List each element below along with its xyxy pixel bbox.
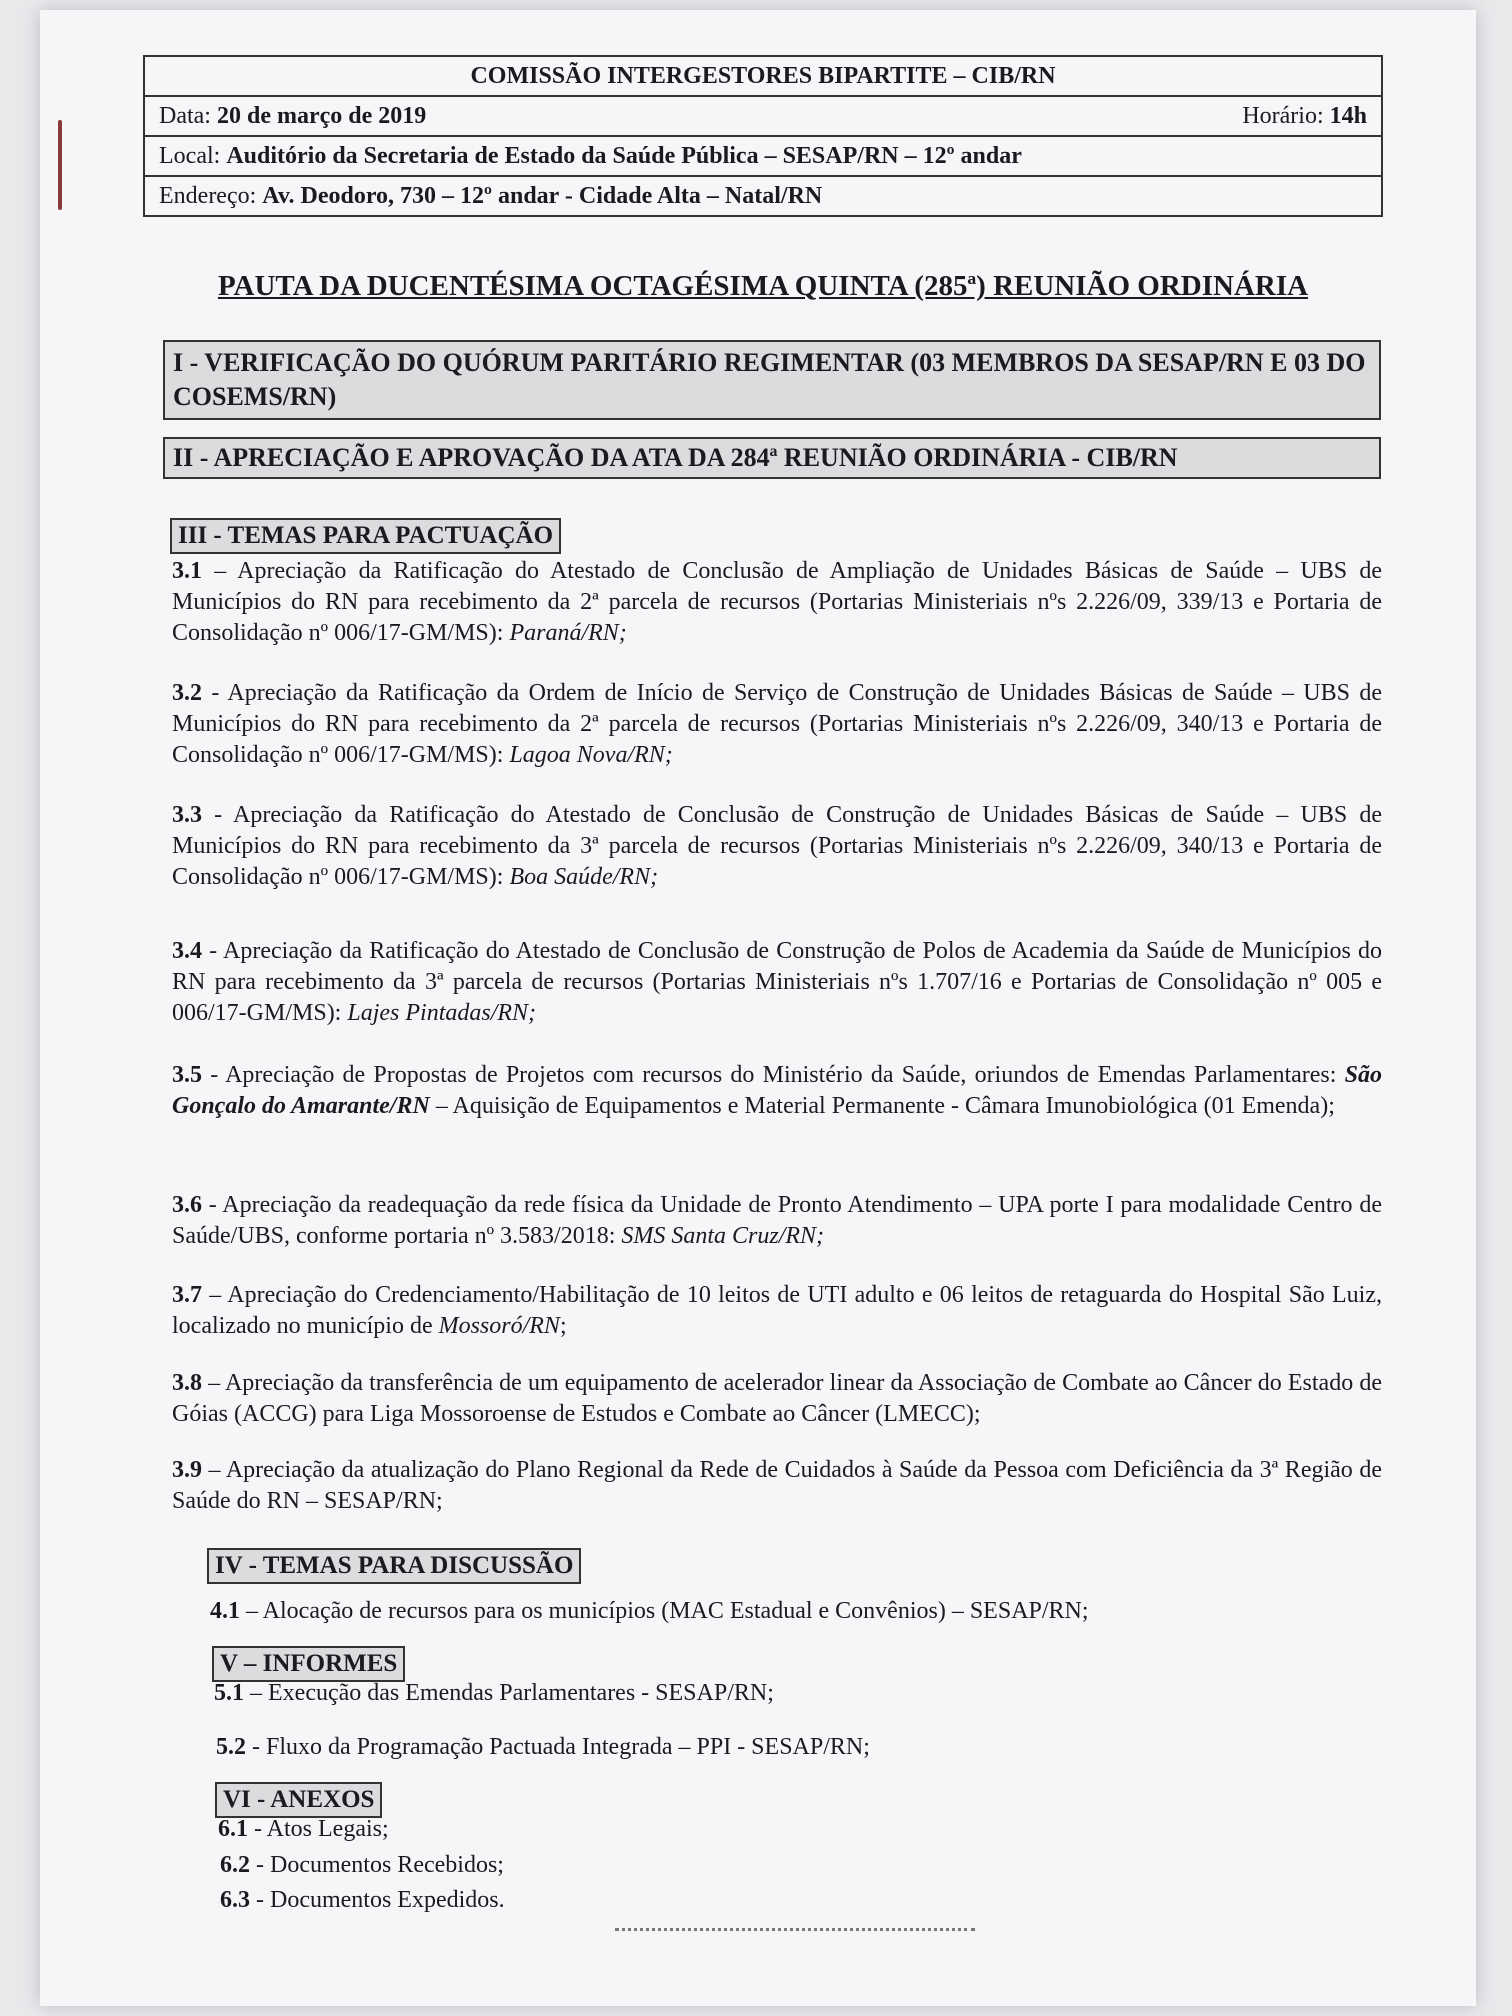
agenda-item-3-1: 3.1 – Apreciação da Ratificação do Atestado de Conclusão de Ampliação de Unidades Básicas de Saúde – UBS de Municípios do RN para recebimento da 2ª parcela de recursos (Portarias Ministeriais nºs 2.226/09, 339/13 e Portaria de Consolidação nº 006/17-GM/MS): Paraná/RN; bbox=[172, 558, 1382, 646]
agenda-item-4-1: 4.1 – Alocação de recursos para os municípios (MAC Estadual e Convênios) – SESAP/RN; bbox=[210, 1598, 1089, 1624]
margin-pen-mark bbox=[58, 120, 62, 210]
agenda-item-6-2: 6.2 - Documentos Recebidos; bbox=[220, 1852, 504, 1878]
agenda-item-3-7: 3.7 – Apreciação do Credenciamento/Habilitação de 10 leitos de UTI adulto e 06 leitos de retaguarda do Hospital São Luiz, localizado no município de Mossoró/RN; bbox=[172, 1282, 1382, 1339]
header-title: COMISSÃO INTERGESTORES BIPARTITE – CIB/RN bbox=[144, 56, 1382, 96]
agenda-item-3-3: 3.3 - Apreciação da Ratificação do Atestado de Conclusão de Construção de Unidades Básicas de Saúde – UBS de Municípios do RN para recebimento da 3ª parcela de recursos (Portarias Ministeriais nºs 2.226/09, 340/13 e Portaria de Consolidação nº 006/17-GM/MS): Boa Saúde/RN; bbox=[172, 802, 1382, 890]
agenda-item-3-2: 3.2 - Apreciação da Ratificação da Ordem de Início de Serviço de Construção de Unidades Básicas de Saúde – UBS de Municípios do RN para recebimento da 2ª parcela de recursos (Portarias Ministeriais nºs 2.226/09, 340/13 e Portaria de Consolidação nº 006/17-GM/MS): Lagoa Nova/RN; bbox=[172, 680, 1382, 768]
agenda-item-3-9: 3.9 – Apreciação da atualização do Plano Regional da Rede de Cuidados à Saúde da Pessoa com Deficiência da 3ª Região de Saúde do RN – SESAP/RN; bbox=[172, 1457, 1383, 1514]
time-cell: Horário: 14h bbox=[1242, 102, 1367, 129]
section-anexos: VI - ANEXOS bbox=[215, 1782, 382, 1818]
agenda-item-3-6: 3.6 - Apreciação da readequação da rede física da Unidade de Pronto Atendimento – UPA porte I para modalidade Centro de Saúde/UBS, conforme portaria nº 3.583/2018: SMS Santa Cruz/RN; bbox=[172, 1192, 1382, 1249]
section-ata: II - APRECIAÇÃO E APROVAÇÃO DA ATA DA 284ª REUNIÃO ORDINÁRIA - CIB/RN bbox=[163, 437, 1381, 479]
agenda-item-5-2: 5.2 - Fluxo da Programação Pactuada Integrada – PPI - SESAP/RN; bbox=[216, 1734, 870, 1760]
agenda-item-3-8: 3.8 – Apreciação da transferência de um equipamento de acelerador linear da Associação de Combate ao Câncer do Estado de Góias (ACCG) para Liga Mossoroense de Estudos e Combate ao Câncer (LMECC); bbox=[172, 1370, 1382, 1427]
section-discussao: IV - TEMAS PARA DISCUSSÃO bbox=[207, 1548, 581, 1584]
header-table bbox=[143, 55, 1383, 217]
agenda-item-3-4: 3.4 - Apreciação da Ratificação do Atestado de Conclusão de Construção de Polos de Academia da Saúde de Municípios do RN para recebimento da 3ª parcela de recursos (Portarias Ministeriais nºs 1.707/16 e Portarias de Consolidação nº 005 e 006/17-GM/MS): Lajes Pintadas/RN; bbox=[172, 938, 1382, 1026]
date-value: 20 de março de 2019 bbox=[216, 102, 427, 129]
document-title: PAUTA DA DUCENTÉSIMA OCTAGÉSIMA QUINTA (285ª) REUNIÃO ORDINÁRIA bbox=[217, 270, 1309, 302]
section-quorum: I - VERIFICAÇÃO DO QUÓRUM PARITÁRIO REGIMENTAR (03 MEMBROS DA SESAP/RN E 03 DO COSEMS/RN) bbox=[163, 340, 1381, 420]
section-informes: V – INFORMES bbox=[212, 1646, 405, 1682]
section-pactuacao: III - TEMAS PARA PACTUAÇÃO bbox=[170, 518, 561, 554]
agenda-item-5-1: 5.1 – Execução das Emendas Parlamentares - SESAP/RN; bbox=[214, 1680, 774, 1706]
date-label: Data: bbox=[159, 102, 211, 129]
agenda-item-3-5: 3.5 - Apreciação de Propostas de Projetos com recursos do Ministério da Saúde, oriundos de Emendas Parlamentares: São Gonçalo do Amarante/RN – Aquisição de Equipamentos e Material Permanente - Câmara Imunobiológica (01 Emenda); bbox=[172, 1062, 1383, 1119]
date-row bbox=[144, 96, 1382, 136]
agenda-item-6-3: 6.3 - Documentos Expedidos. bbox=[220, 1887, 505, 1913]
footer-dotted-line bbox=[615, 1928, 975, 1935]
local-row: Local: Auditório da Secretaria de Estado da Saúde Pública – SESAP/RN – 12º andar bbox=[144, 136, 1382, 176]
agenda-item-6-1: 6.1 - Atos Legais; bbox=[218, 1816, 389, 1842]
address-row: Endereço: Av. Deodoro, 730 – 12º andar - Cidade Alta – Natal/RN bbox=[144, 176, 1382, 216]
